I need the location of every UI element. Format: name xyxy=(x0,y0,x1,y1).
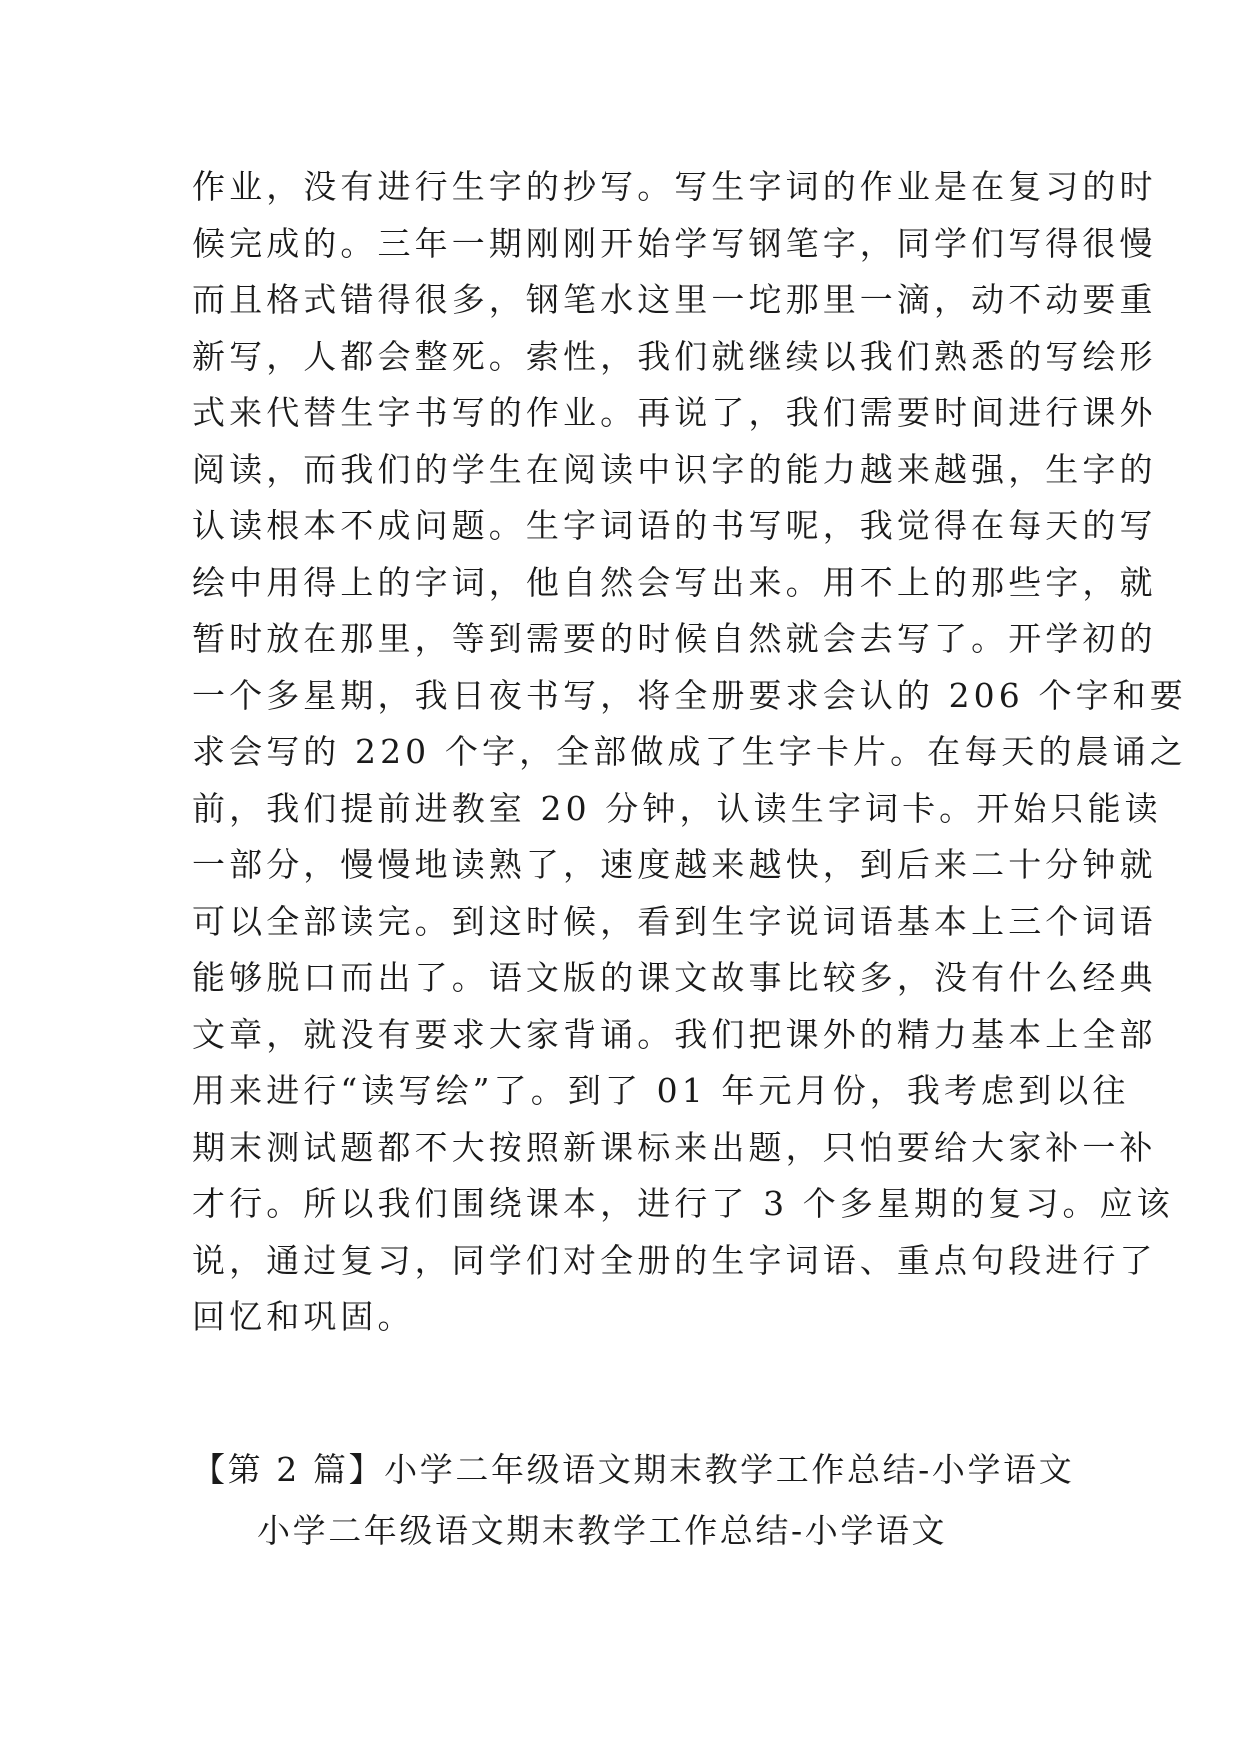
paragraph-line-3: 而且格式错得很多，钢笔水这里一坨那里一滴，动不动要重 xyxy=(192,280,1157,319)
paragraph-line-8: 绘中用得上的字词，他自然会写出来。用不上的那些字，就 xyxy=(192,562,1157,602)
section-heading: 【第 2 篇】小学二年级语文期末教学工作总结-小学语文 xyxy=(192,1450,1075,1489)
paragraph-line-12: 前，我们提前进教室 20 分钟，认读生字词卡。开始只能读 xyxy=(192,788,1162,828)
body-paragraph xyxy=(192,159,1187,1346)
paragraph-line-17: 用来进行“读写绘”了。到了 01 年元月份，我考虑到以往 xyxy=(192,1071,1130,1110)
paragraph-line-5: 式来代替生字书写的作业。再说了，我们需要时间进行课外 xyxy=(192,393,1157,432)
paragraph-line-18: 期末测试题都不大按照新课标来出题，只怕要给大家补一补 xyxy=(192,1127,1157,1167)
paragraph-line-6: 阅读，而我们的学生在阅读中识字的能力越来越强，生字的 xyxy=(192,449,1157,489)
paragraph-line-2: 候完成的。三年一期刚刚开始学写钢笔字，同学们写得很慢 xyxy=(192,223,1157,263)
paragraph-line-11: 求会写的 220 个字，全部做成了生字卡片。在每天的晨诵之 xyxy=(192,732,1187,771)
paragraph-line-16: 文章，就没有要求大家背诵。我们把课外的精力基本上全部 xyxy=(192,1014,1157,1054)
paragraph-line-20: 说，通过复习，同学们对全册的生字词语、重点句段进行了 xyxy=(192,1240,1157,1280)
paragraph-line-19: 才行。所以我们围绕课本，进行了 3 个多星期的复习。应该 xyxy=(192,1184,1174,1223)
section-subtitle: 小学二年级语文期末教学工作总结-小学语文 xyxy=(257,1511,948,1550)
paragraph-line-13: 一部分，慢慢地读熟了，速度越来越快，到后来二十分钟就 xyxy=(192,845,1157,884)
paragraph-line-9: 暂时放在那里，等到需要的时候自然就会去写了。开学初的 xyxy=(192,619,1157,658)
paragraph-line-4: 新写，人都会整死。索性，我们就继续以我们熟悉的写绘形 xyxy=(192,336,1157,376)
paragraph-line-21: 回忆和巩固。 xyxy=(192,1297,415,1336)
paragraph-line-1: 作业，没有进行生字的抄写。写生字词的作业是在复习的时 xyxy=(192,167,1157,206)
paragraph-line-15: 能够脱口而出了。语文版的课文故事比较多，没有什么经典 xyxy=(192,958,1157,997)
paragraph-line-7: 认读根本不成问题。生字词语的书写呢，我觉得在每天的写 xyxy=(192,506,1157,545)
paragraph-line-14: 可以全部读完。到这时候，看到生字说词语基本上三个词语 xyxy=(192,901,1157,941)
paragraph-line-10: 一个多星期，我日夜书写，将全册要求会认的 206 个字和要 xyxy=(192,675,1187,715)
